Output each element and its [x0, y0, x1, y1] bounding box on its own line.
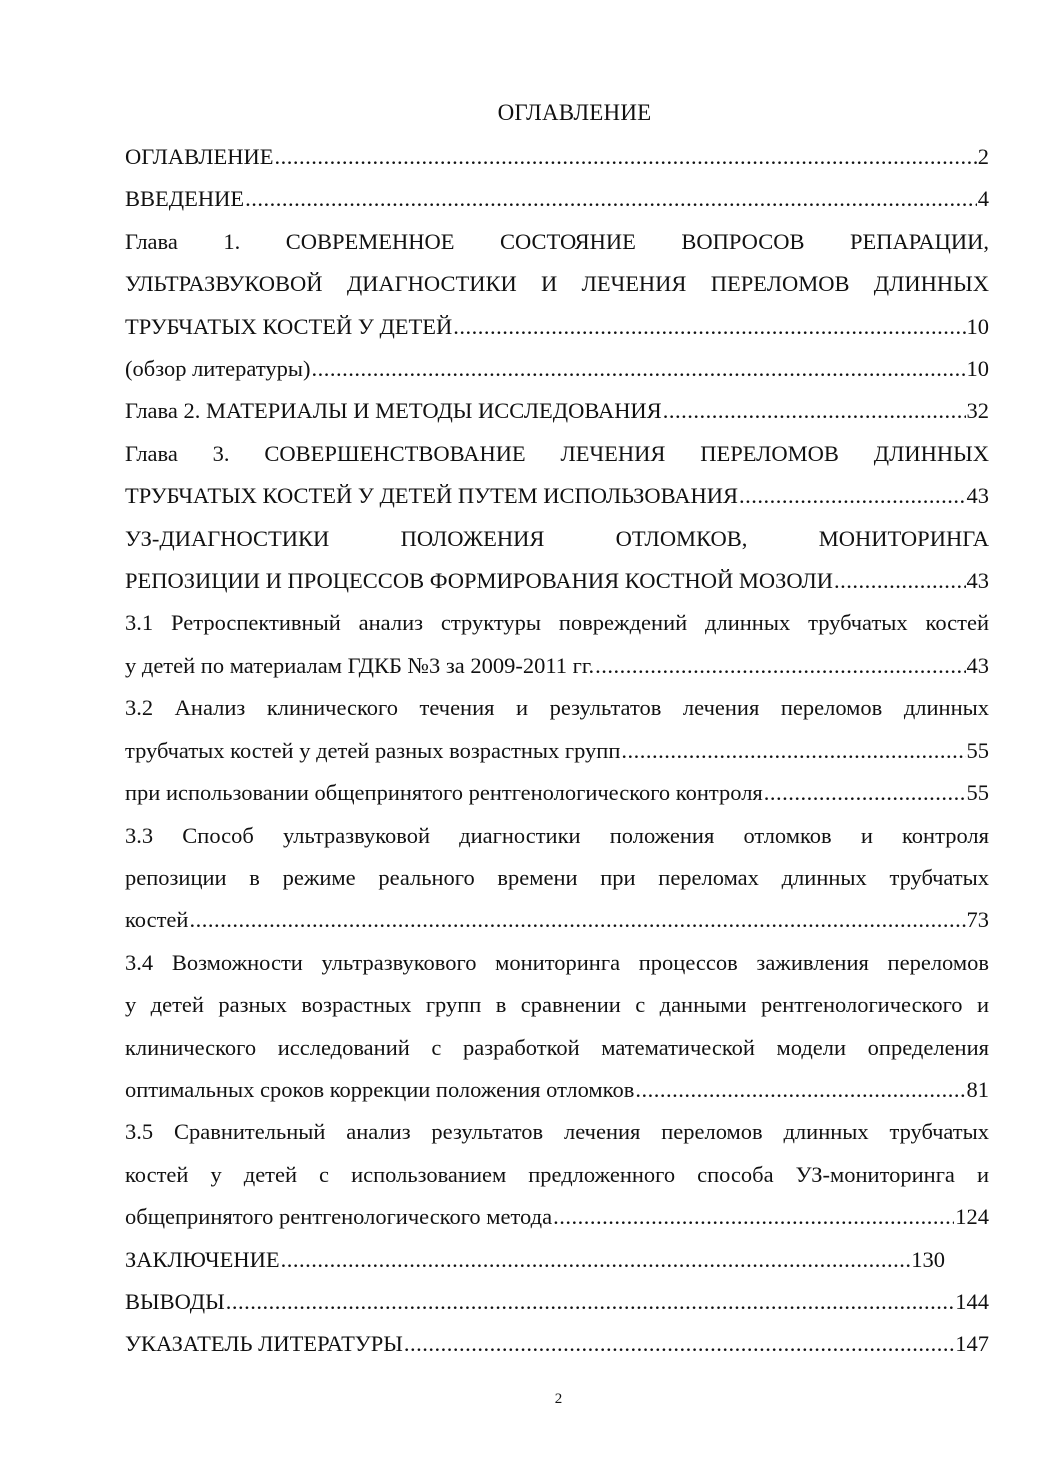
toc-entry-last-line [125, 1281, 989, 1323]
toc-entry-last-line [125, 899, 989, 941]
toc-entry-line: 3.4 Возможности ультразвукового мониторинга процессов заживления переломов [125, 949, 989, 975]
toc-entry-page: 55 [966, 780, 989, 806]
dot-leader [595, 645, 965, 687]
toc-entry [125, 1111, 989, 1238]
toc-entry [125, 518, 989, 603]
toc-entry [125, 1281, 989, 1323]
toc-entry-page: 43 [966, 652, 989, 678]
toc-entry-title: ВВЕДЕНИЕ [125, 186, 245, 212]
toc-entry-title: РЕПОЗИЦИИ И ПРОЦЕССОВ ФОРМИРОВАНИЯ КОСТНОЙ МОЗОЛИ [125, 568, 834, 594]
toc-entry-line: костей у детей с использованием предложенного способа УЗ-мониторинга и [125, 1161, 989, 1187]
toc-entry-page: 10 [966, 313, 989, 339]
dot-leader [834, 560, 965, 602]
toc-entry-last-line [125, 136, 989, 178]
table-of-contents [125, 136, 989, 1366]
toc-entry-page: 130 [911, 1246, 945, 1272]
toc-entry-line: клинического исследований с разработкой математической модели определения [125, 1034, 989, 1060]
dot-leader [189, 899, 965, 941]
dot-leader [621, 730, 965, 772]
toc-entry-page: 147 [955, 1331, 989, 1357]
toc-entry-last-line [125, 306, 989, 348]
toc-entry [125, 942, 989, 1112]
toc-entry-title: ВЫВОДЫ [125, 1288, 225, 1314]
toc-entry-last-line [125, 475, 989, 517]
toc-entry [125, 390, 989, 432]
dot-leader [453, 306, 965, 348]
toc-entry-line: 3.1 Ретроспективный анализ структуры повреждений длинных трубчатых костей [125, 610, 989, 636]
toc-entry-last-line [125, 348, 989, 390]
toc-entry [125, 1239, 989, 1281]
toc-entry-last-line [125, 730, 989, 772]
toc-entry [125, 772, 989, 814]
toc-entry-title: при использовании общепринятого рентгенологического контроля [125, 780, 763, 806]
toc-entry-page: 55 [966, 737, 989, 763]
toc-entry-last-line [125, 1069, 989, 1111]
toc-entry [125, 136, 989, 178]
toc-entry-line: УЗ-ДИАГНОСТИКИ ПОЛОЖЕНИЯ ОТЛОМКОВ, МОНИТОРИНГА [125, 525, 989, 551]
dot-leader [764, 772, 966, 814]
toc-entry [125, 433, 989, 518]
toc-entry [125, 815, 989, 942]
toc-entry-title: ТРУБЧАТЫХ КОСТЕЙ У ДЕТЕЙ [125, 313, 453, 339]
toc-entry [125, 602, 989, 687]
toc-entry-page: 43 [966, 568, 989, 594]
toc-entry-page: 4 [977, 186, 989, 212]
toc-entry-page: 2 [977, 144, 989, 169]
toc-entry-line: репозиции в режиме реального времени при переломах длинных трубчатых [125, 864, 989, 890]
page-number: 2 [554, 1391, 563, 1407]
toc-entry-line: 3.2 Анализ клинического течения и результатов лечения переломов длинных [125, 695, 989, 721]
toc-entry-last-line [125, 1323, 989, 1365]
toc-entry [125, 1323, 989, 1365]
dot-leader [274, 136, 976, 178]
toc-heading: ОГЛАВЛЕНИЕ [497, 100, 652, 125]
toc-entry-title: трубчатых костей у детей разных возрастных групп [125, 737, 621, 763]
toc-entry-last-line [125, 772, 989, 814]
toc-entry-line: 3.5 Сравнительный анализ результатов лечения переломов длинных трубчатых [125, 1119, 989, 1145]
toc-entry-line: у детей разных возрастных групп в сравнении с данными рентгенологического и [125, 992, 989, 1018]
toc-entry-line: 3.3 Способ ультразвуковой диагностики положения отломков и контроля [125, 822, 989, 848]
toc-entry-line: УЛЬТРАЗВУКОВОЙ ДИАГНОСТИКИ И ЛЕЧЕНИЯ ПЕРЕЛОМОВ ДЛИННЫХ [125, 271, 989, 297]
toc-entry-page: 124 [955, 1204, 989, 1230]
dot-leader [553, 1196, 954, 1238]
toc-entry-page: 73 [966, 907, 989, 933]
toc-entry-last-line [125, 1196, 989, 1238]
toc-entry-page: 10 [966, 356, 989, 382]
toc-entry-last-line [125, 645, 989, 687]
toc-entry-page: 43 [966, 483, 989, 509]
toc-entry [125, 687, 989, 772]
toc-entry-title: Глава 2. МАТЕРИАЛЫ И МЕТОДЫ ИССЛЕДОВАНИЯ [125, 398, 662, 424]
toc-entry-title: оптимальных сроков коррекции положения отломков [125, 1076, 635, 1102]
dot-leader [281, 1239, 911, 1281]
toc-entry-page: 32 [966, 398, 989, 424]
toc-entry-title: ЗАКЛЮЧЕНИЕ [125, 1246, 280, 1272]
toc-entry-last-line [125, 390, 989, 432]
dot-leader [311, 348, 965, 390]
dot-leader [739, 475, 965, 517]
dot-leader [635, 1069, 965, 1111]
toc-entry-title: у детей по материалам ГДКБ №3 за 2009-2011 гг. [125, 652, 595, 678]
toc-entry-last-line [125, 178, 989, 220]
toc-entry-title: общепринятого рентгенологического метода [125, 1204, 553, 1230]
dot-leader [663, 390, 966, 432]
toc-entry-title: ОГЛАВЛЕНИЕ [125, 144, 274, 169]
toc-entry-last-line [125, 1239, 989, 1281]
toc-entry [125, 348, 989, 390]
toc-entry-line: Глава 1. СОВРЕМЕННОЕ СОСТОЯНИЕ ВОПРОСОВ РЕПАРАЦИИ, [125, 228, 989, 254]
toc-entry-title: (обзор литературы) [125, 356, 311, 382]
toc-entry-line: Глава 3. СОВЕРШЕНСТВОВАНИЕ ЛЕЧЕНИЯ ПЕРЕЛОМОВ ДЛИННЫХ [125, 440, 989, 466]
toc-entry [125, 178, 989, 220]
dot-leader [404, 1323, 954, 1365]
dot-leader [226, 1281, 955, 1323]
toc-entry-page: 81 [966, 1076, 989, 1102]
dot-leader [245, 178, 977, 220]
toc-entry-title: УКАЗАТЕЛЬ ЛИТЕРАТУРЫ [125, 1331, 403, 1357]
toc-entry-title: костей [125, 907, 189, 933]
toc-entry-last-line [125, 560, 989, 602]
toc-entry-title: ТРУБЧАТЫХ КОСТЕЙ У ДЕТЕЙ ПУТЕМ ИСПОЛЬЗОВАНИЯ [125, 483, 739, 509]
toc-entry-page: 144 [955, 1288, 989, 1314]
toc-entry [125, 221, 989, 348]
